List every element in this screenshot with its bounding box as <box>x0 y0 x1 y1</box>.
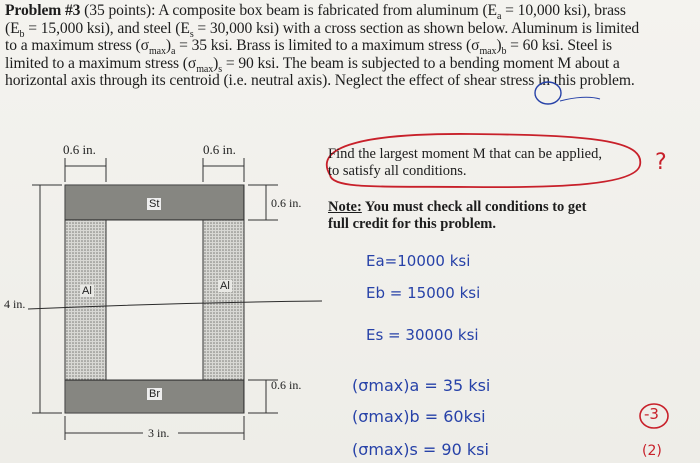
steel-label: St <box>149 198 160 210</box>
find-line-1: Find the largest moment M that can be applied, <box>328 146 602 162</box>
question-mark: ? <box>655 150 667 175</box>
hollow-core <box>106 220 203 380</box>
dim-right-top <box>203 158 244 182</box>
handwritten-es: Es = 30000 ksi <box>366 326 479 344</box>
find-instruction <box>328 146 628 180</box>
subscript: max <box>148 46 166 58</box>
problem-line-5: horizontal axis through its centroid (i.e. neutral axis). Neglect the effect of shear stress in this problem. <box>5 72 635 90</box>
handwritten-sigma-b: (σmax)b = 60ksi <box>352 407 486 426</box>
subscript: max <box>479 46 497 58</box>
underline-annotation <box>560 97 600 101</box>
score-points: (2) <box>642 443 662 459</box>
m-circle-annotation <box>535 82 561 104</box>
note-label: Note: <box>328 199 362 215</box>
aluminum-web-left <box>65 220 106 380</box>
subscript: a <box>170 46 176 58</box>
subscript: s <box>189 28 194 40</box>
problem-text: = 35 ksi. Brass is limited to a maximum stress (σ <box>175 37 480 55</box>
subscript: s <box>218 63 223 75</box>
aluminum-left-label: Al <box>82 285 92 297</box>
aluminum-right-label: Al <box>220 280 230 292</box>
note-line-1 <box>328 199 628 216</box>
handwritten-sigma-a: (σmax)a = 35 ksi <box>352 376 491 395</box>
handwritten-ea: Ea=10000 ksi <box>366 252 471 270</box>
problem-text: = 10,000 ksi), brass <box>501 2 626 19</box>
subscript: a <box>497 11 502 23</box>
subscript: max <box>196 63 214 75</box>
note-box <box>328 199 628 233</box>
dim-left-top-label: 0.6 in. <box>63 142 96 157</box>
dim-height <box>32 185 62 413</box>
aluminum-web-right <box>203 220 244 380</box>
dim-left-top <box>65 158 106 182</box>
problem-text: ) <box>165 37 171 55</box>
note-text: You must check all conditions to get <box>361 199 587 215</box>
handwritten-eb: Eb = 15000 ksi <box>366 284 481 302</box>
problem-text: (35 points): A composite box beam is fabricated from aluminum (E <box>80 2 497 19</box>
problem-text: = 60 ksi. Steel is <box>506 37 613 55</box>
problem-text: = 15,000 ksi), and steel (E <box>24 19 190 37</box>
subscript: b <box>19 28 25 40</box>
dim-height-label: 4 in. <box>4 297 26 311</box>
problem-text: (E <box>5 19 20 37</box>
dim-width-label: 3 in. <box>148 426 170 440</box>
problem-text: = 90 ksi. The beam is subjected to a bending moment M about a <box>222 54 620 72</box>
find-line-2: to satisfy all conditions. <box>328 163 467 179</box>
handwritten-sigma-s: (σmax)s = 90 ksi <box>352 440 489 459</box>
problem-text: to a maximum stress (σ <box>5 37 149 55</box>
problem-text: limited to a maximum stress (σ <box>5 54 197 72</box>
dim-right-lower-label: 0.6 in. <box>271 378 302 392</box>
score-deduction: -3 <box>644 405 659 423</box>
problem-number: Problem #3 <box>5 2 81 19</box>
dim-right-top-label: 0.6 in. <box>203 142 236 157</box>
problem-text: ) <box>496 37 502 55</box>
dim-right-upper-label: 0.6 in. <box>271 196 302 210</box>
brass-label: Br <box>149 388 160 400</box>
problem-text: ) <box>213 54 219 72</box>
note-line-2: full credit for this problem. <box>328 216 496 232</box>
subscript: b <box>501 46 507 58</box>
problem-text: = 30,000 ksi) with a cross section as shown below. Aluminum is limited <box>193 19 640 37</box>
